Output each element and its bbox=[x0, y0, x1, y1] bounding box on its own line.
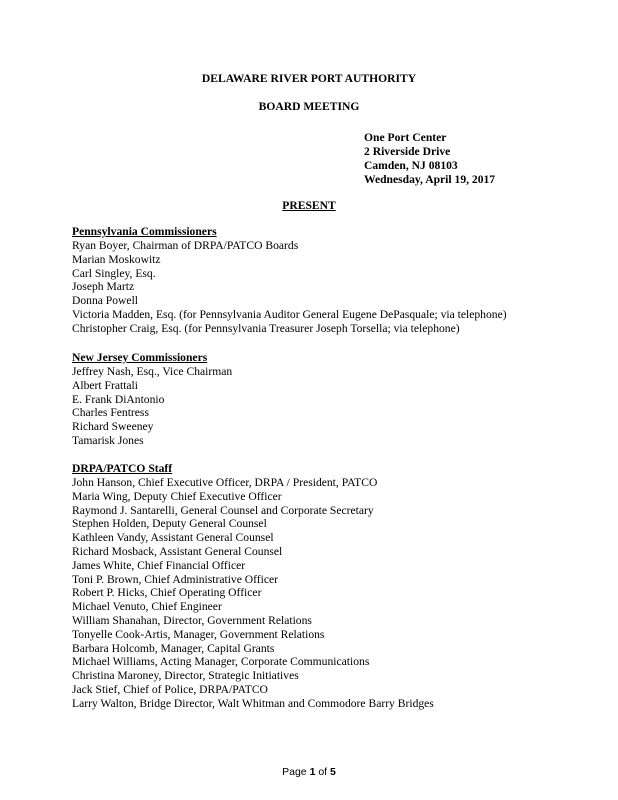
member-line: Victoria Madden, Esq. (for Pennsylvania Auditor General Eugene DePasquale; via telephone) bbox=[72, 307, 507, 321]
section-heading: DRPA/PATCO Staff bbox=[72, 462, 173, 475]
page-total: 5 bbox=[330, 766, 336, 778]
address-city: Camden, NJ 08103 bbox=[364, 159, 458, 172]
page-current: 1 bbox=[309, 766, 316, 778]
member-line: E. Frank DiAntonio bbox=[72, 392, 165, 406]
member-line: Raymond J. Santarelli, General Counsel and Corporate Secretary bbox=[72, 503, 374, 517]
member-line: Marian Moskowitz bbox=[72, 252, 161, 266]
member-line: Albert Frattali bbox=[72, 378, 139, 392]
member-line: Richard Mosback, Assistant General Counsel bbox=[72, 544, 283, 558]
member-line: Michael Williams, Acting Manager, Corporate Communications bbox=[72, 655, 370, 669]
address-line-1: One Port Center bbox=[364, 131, 447, 144]
member-line: Barbara Holcomb, Manager, Capital Grants bbox=[72, 641, 275, 655]
section-heading: New Jersey Commissioners bbox=[72, 351, 208, 364]
member-line: Charles Fentress bbox=[72, 406, 149, 420]
member-line: Ryan Boyer, Chairman of DRPA/PATCO Boards bbox=[72, 239, 299, 252]
member-line: Kathleen Vandy, Assistant General Counsel bbox=[72, 531, 274, 545]
member-line: Stephen Holden, Deputy General Counsel bbox=[72, 517, 267, 531]
page-of: of bbox=[315, 766, 331, 778]
drpa-patco-staff-section bbox=[72, 462, 572, 711]
member-line: Donna Powell bbox=[72, 294, 139, 308]
member-line: Tonyelle Cook-Artis, Manager, Government Relations bbox=[72, 627, 325, 641]
member-line: Carl Singley, Esq. bbox=[72, 266, 156, 280]
page-footer bbox=[0, 766, 618, 780]
page-prefix: Page bbox=[282, 766, 310, 778]
member-line: Toni P. Brown, Chief Administrative Officer bbox=[72, 572, 279, 586]
new-jersey-commissioners-section bbox=[72, 351, 572, 448]
organization-title: DELAWARE RIVER PORT AUTHORITY bbox=[201, 72, 417, 85]
member-line: William Shanahan, Director, Government Relations bbox=[72, 613, 312, 627]
member-line: Christopher Craig, Esq. (for Pennsylvania Treasurer Joseph Torsella; via telephone) bbox=[72, 321, 460, 335]
member-line: Maria Wing, Deputy Chief Executive Officer bbox=[72, 489, 282, 503]
member-line: Jack Stief, Chief of Police, DRPA/PATCO bbox=[72, 682, 268, 696]
meeting-location-block bbox=[364, 131, 495, 187]
member-line: Michael Venuto, Chief Engineer bbox=[72, 600, 222, 614]
member-line: Jeffrey Nash, Esq., Vice Chairman bbox=[72, 365, 233, 378]
member-line: Christina Maroney, Director, Strategic Initiatives bbox=[72, 669, 299, 683]
meeting-title: BOARD MEETING bbox=[258, 100, 360, 113]
member-line: Tamarisk Jones bbox=[72, 433, 144, 447]
member-line: Robert P. Hicks, Chief Operating Officer bbox=[72, 586, 262, 600]
address-line-2: 2 Riverside Drive bbox=[364, 145, 451, 158]
member-line: James White, Chief Financial Officer bbox=[72, 558, 246, 572]
meeting-date: Wednesday, April 19, 2017 bbox=[364, 173, 496, 186]
member-line: Joseph Martz bbox=[72, 280, 135, 294]
member-line: Larry Walton, Bridge Director, Walt Whitman and Commodore Barry Bridges bbox=[72, 696, 434, 710]
member-line: Richard Sweeney bbox=[72, 420, 154, 434]
present-heading: PRESENT bbox=[282, 199, 336, 212]
pennsylvania-commissioners-section bbox=[72, 225, 572, 336]
member-line: John Hanson, Chief Executive Officer, DRPA / President, PATCO bbox=[72, 476, 378, 489]
section-heading: Pennsylvania Commissioners bbox=[72, 225, 217, 238]
